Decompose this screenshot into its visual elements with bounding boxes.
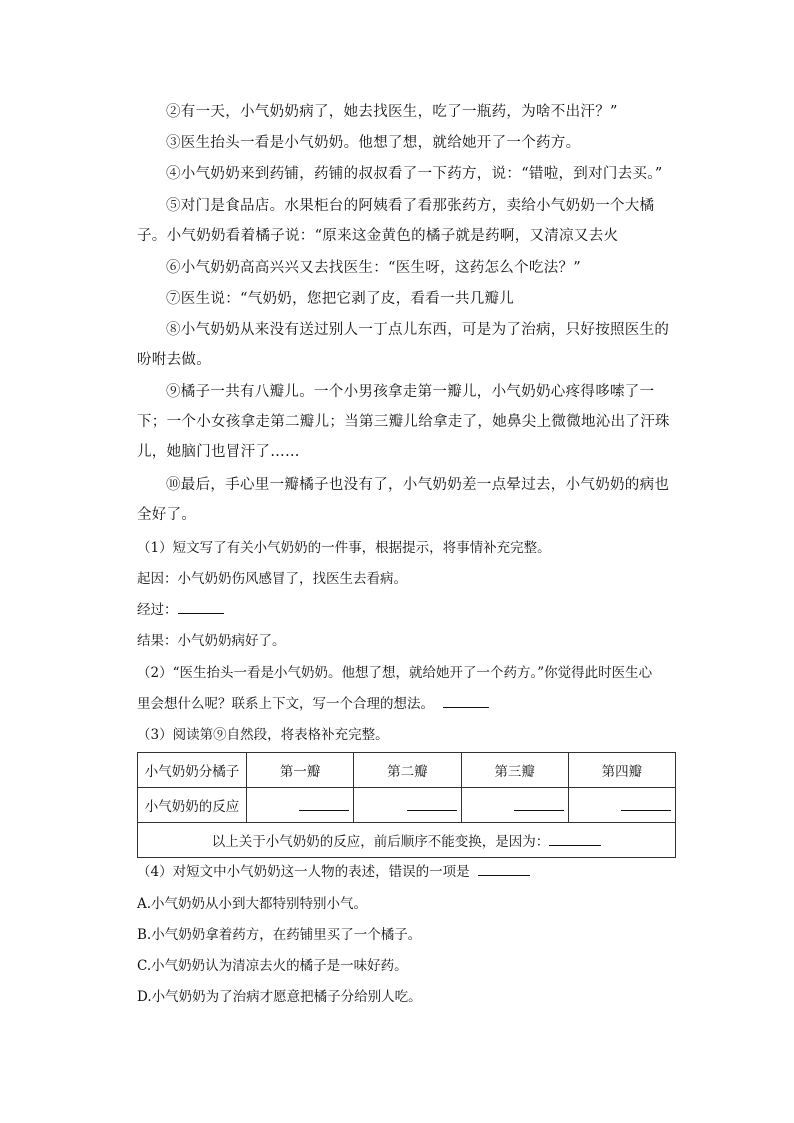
passage-paragraph-7: ⑦医生说：“气奶奶，您把它剥了皮，看看一共几瓣儿	[166, 291, 515, 307]
table-footer-text: 以上关于小气奶奶的反应，前后顺序不能变换，是因为：	[211, 834, 550, 850]
table-cell-2	[354, 788, 461, 823]
question-1-result: 结果：小气奶奶病好了。	[137, 633, 286, 649]
table-footer-row	[138, 823, 676, 858]
table-header-row	[138, 753, 676, 788]
question-1-cause: 起因：小气奶奶伤风感冒了，找医生去看病。	[137, 571, 407, 587]
answer-blank-q4[interactable]	[478, 861, 530, 876]
passage-paragraph-4: ④小气奶奶来到药铺，药铺的叔叔看了一下药方，说：“错啦，到对门去买。”	[166, 166, 663, 182]
question-1: （1）短文写了有关小气奶奶的一件事，根据提示，将事情补充完整。	[137, 540, 551, 556]
option-d[interactable]: D.小气奶奶为了治病才愿意把橘子分给别人吃。	[137, 989, 422, 1005]
question-2-text: 里会想什么呢？联系上下文，写一个合理的想法。	[137, 696, 434, 712]
option-c[interactable]: C.小气奶奶认为清凉去火的橘子是一味好药。	[137, 958, 408, 974]
process-label: 经过：	[137, 602, 178, 618]
answer-blank-cell-1[interactable]	[299, 796, 349, 811]
question-4-text: （4）对短文中小气奶奶这一人物的表述，错误的一项是	[137, 864, 470, 880]
table-header-label: 小气奶奶分橘子	[138, 753, 247, 788]
passage-paragraph-10: ⑩最后，手心里一瓣橘子也没有了，小气奶奶差一点晕过去，小气奶奶的病也全好了。	[137, 477, 670, 523]
answer-table	[137, 752, 676, 858]
answer-blank-footer[interactable]	[549, 831, 601, 846]
passage-paragraph-3: ③医生抬头一看是小气奶奶。他想了想，就给她开了一个药方。	[166, 135, 581, 151]
passage-paragraph-8: ⑧小气奶奶从来没有送过别人一丁点儿东西，可是为了治病，只好按照医生的吩咐去做。	[137, 322, 670, 368]
table-col-1: 第一瓣	[247, 753, 354, 788]
question-1-process	[137, 595, 682, 626]
table-col-3: 第三瓣	[461, 753, 568, 788]
option-b[interactable]: B.小气奶奶拿着药方，在药铺里买了一个橘子。	[137, 927, 422, 943]
question-3: （3）阅读第⑨自然段，将表格补充完整。	[137, 727, 389, 743]
question-4	[137, 857, 682, 888]
question-2-line-1: （2）“医生抬头一看是小气奶奶。他想了想，就给她开了一个药方。”你觉得此时医生心	[137, 665, 653, 681]
question-2-line-2	[137, 689, 682, 720]
answer-blank-cell-2[interactable]	[407, 796, 457, 811]
table-footer	[138, 823, 676, 858]
table-col-4: 第四瓣	[568, 753, 675, 788]
answer-blank-cell-4[interactable]	[621, 796, 671, 811]
table-col-2: 第二瓣	[354, 753, 461, 788]
passage-paragraph-9: ⑨橘子一共有八瓣儿。一个小男孩拿走第一瓣儿，小气奶奶心疼得哆嗦了一下；一个小女孩拿走第二瓣儿；当第三瓣儿给拿走了，她鼻尖上微微地沁出了汗珠儿，她脑门也冒汗了……	[137, 384, 670, 460]
answer-blank-process[interactable]	[178, 599, 224, 614]
passage-paragraph-5: ⑤对门是食品店。水果柜台的阿姨看了看那张药方，卖给小气奶奶一个大橘子。小气奶奶看着橘子说：“原来这金黄色的橘子就是药啊，又清凉又去火	[137, 198, 655, 244]
answer-blank-q2[interactable]	[443, 693, 489, 708]
passage-paragraph-6: ⑥小气奶奶高高兴兴又去找医生：“医生呀，这药怎么个吃法？”	[166, 260, 582, 276]
table-row-label: 小气奶奶的反应	[138, 788, 247, 823]
passage-paragraph-2: ②有一天，小气奶奶病了，她去找医生，吃了一瓶药，为啥不出汗？”	[166, 104, 618, 120]
table-cell-3	[461, 788, 568, 823]
option-a[interactable]: A.小气奶奶从小到大都特别特别小气。	[137, 896, 368, 912]
table-reaction-row	[138, 788, 676, 823]
answer-blank-cell-3[interactable]	[514, 796, 564, 811]
table-cell-4	[568, 788, 675, 823]
table-cell-1	[247, 788, 354, 823]
